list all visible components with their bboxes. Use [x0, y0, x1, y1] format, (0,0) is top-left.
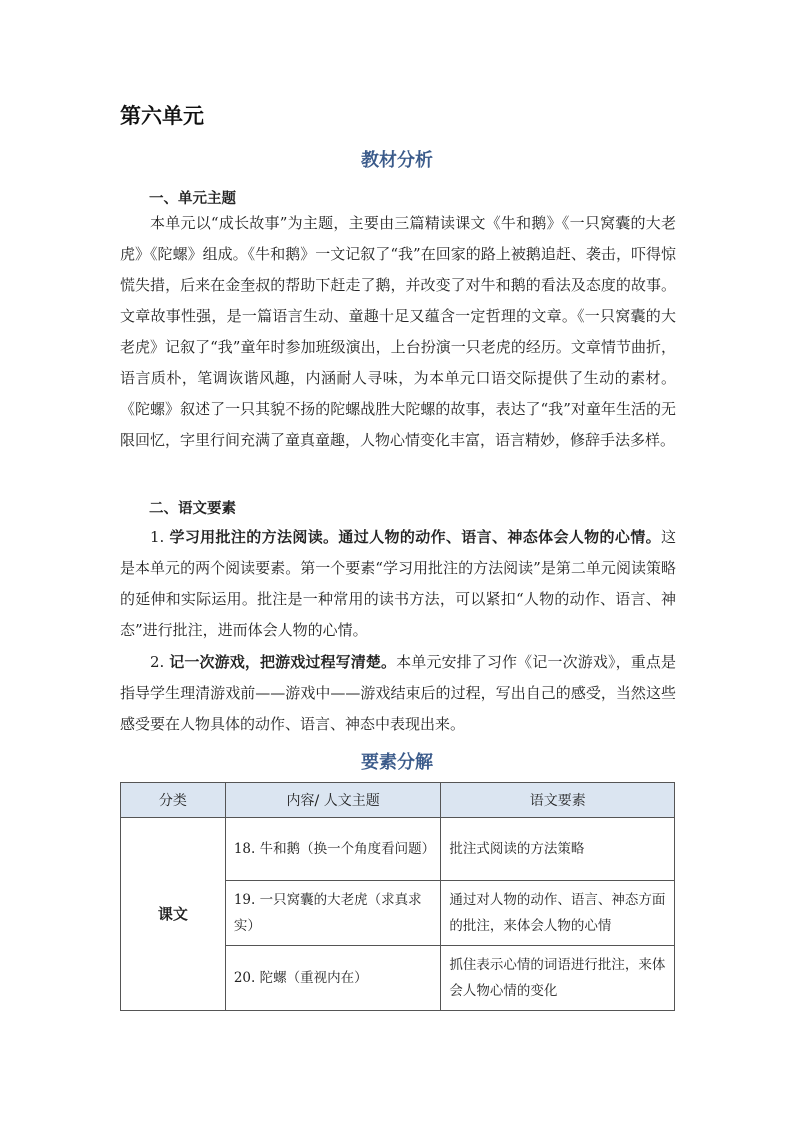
theme-paragraph: 本单元以“成长故事”为主题，主要由三篇精读课文《牛和鹅》《一只窝囊的大老虎》《陀螺》组成。《牛和鹅》一文记叙了“我”在回家的路上被鹅追赶、袭击，吓得惊慌失措，后来在金奎叔的帮助下赶走了鹅，并改变了对牛和鹅的看法及态度的故事。文章故事性强，是一篇语言生动、童趣十足又蕴含一定哲理的文章。《一只窝囊的大老虎》记叙了“我”童年时参加班级演出，上台扮演一只老虎的经历。文章情节曲折，语言质朴，笔调诙谐风趣，内涵耐人寻味，为本单元口语交际提供了生动的素材。《陀螺》叙述了一只其貌不扬的陀螺战胜大陀螺的故事，表达了“我”对童年生活的无限回忆，字里行间充满了童真童趣，人物心情变化丰富，语言精妙，修辞手法多样。	[120, 214, 676, 449]
element-paragraph-1	[120, 522, 676, 646]
section-heading-analysis: 教材分析	[361, 150, 433, 171]
header-content: 内容/ 人文主题	[225, 783, 441, 818]
content-cell: 20. 陀螺（重视内在）	[225, 946, 441, 1011]
content-cell: 18. 牛和鹅（换一个角度看问题）	[225, 818, 441, 881]
element-cell: 抓住表示心情的词语进行批注，来体会人物心情的变化	[441, 946, 675, 1011]
element-description: 这是本单元的两个阅读要素。第一个要素“学习用批注的方法阅读”是第二单元阅读策略的延伸和实际运用。批注是一种常用的读书方法，可以紧扣“人物的动作、语言、神态”进行批注，进而体会人物的心情。	[120, 528, 676, 639]
unit-title: 第六单元	[120, 104, 204, 128]
element-cell: 批注式阅读的方法策略	[441, 818, 675, 881]
elements-heading: 二、语文要素	[149, 501, 236, 517]
element-cell: 通过对人物的动作、语言、神态方面的批注，来体会人物的心情	[441, 881, 675, 946]
elements-table	[120, 782, 675, 1011]
header-element: 语文要素	[441, 783, 675, 818]
element-number: 1.	[150, 528, 170, 546]
header-category: 分类	[121, 783, 226, 818]
element-key-point: 记一次游戏，把游戏过程写清楚。	[169, 653, 397, 671]
element-number: 2.	[150, 653, 170, 671]
content-cell: 19. 一只窝囊的大老虎（求真求实）	[225, 881, 441, 946]
table-row	[121, 818, 675, 881]
table-header-row	[121, 783, 675, 818]
category-cell: 课文	[121, 818, 226, 1011]
theme-heading: 一、单元主题	[149, 191, 236, 207]
section-heading-decomposition: 要素分解	[361, 752, 433, 773]
element-key-point: 学习用批注的方法阅读。通过人物的动作、语言、神态体会人物的心情。	[169, 528, 661, 546]
element-paragraph-2	[120, 647, 676, 740]
element-description: 本单元安排了习作《记一次游戏》，重点是指导学生理清游戏前——游戏中——游戏结束后的过程，写出自己的感受，当然这些感受要在人物具体的动作、语言、神态中表现出来。	[120, 653, 676, 733]
